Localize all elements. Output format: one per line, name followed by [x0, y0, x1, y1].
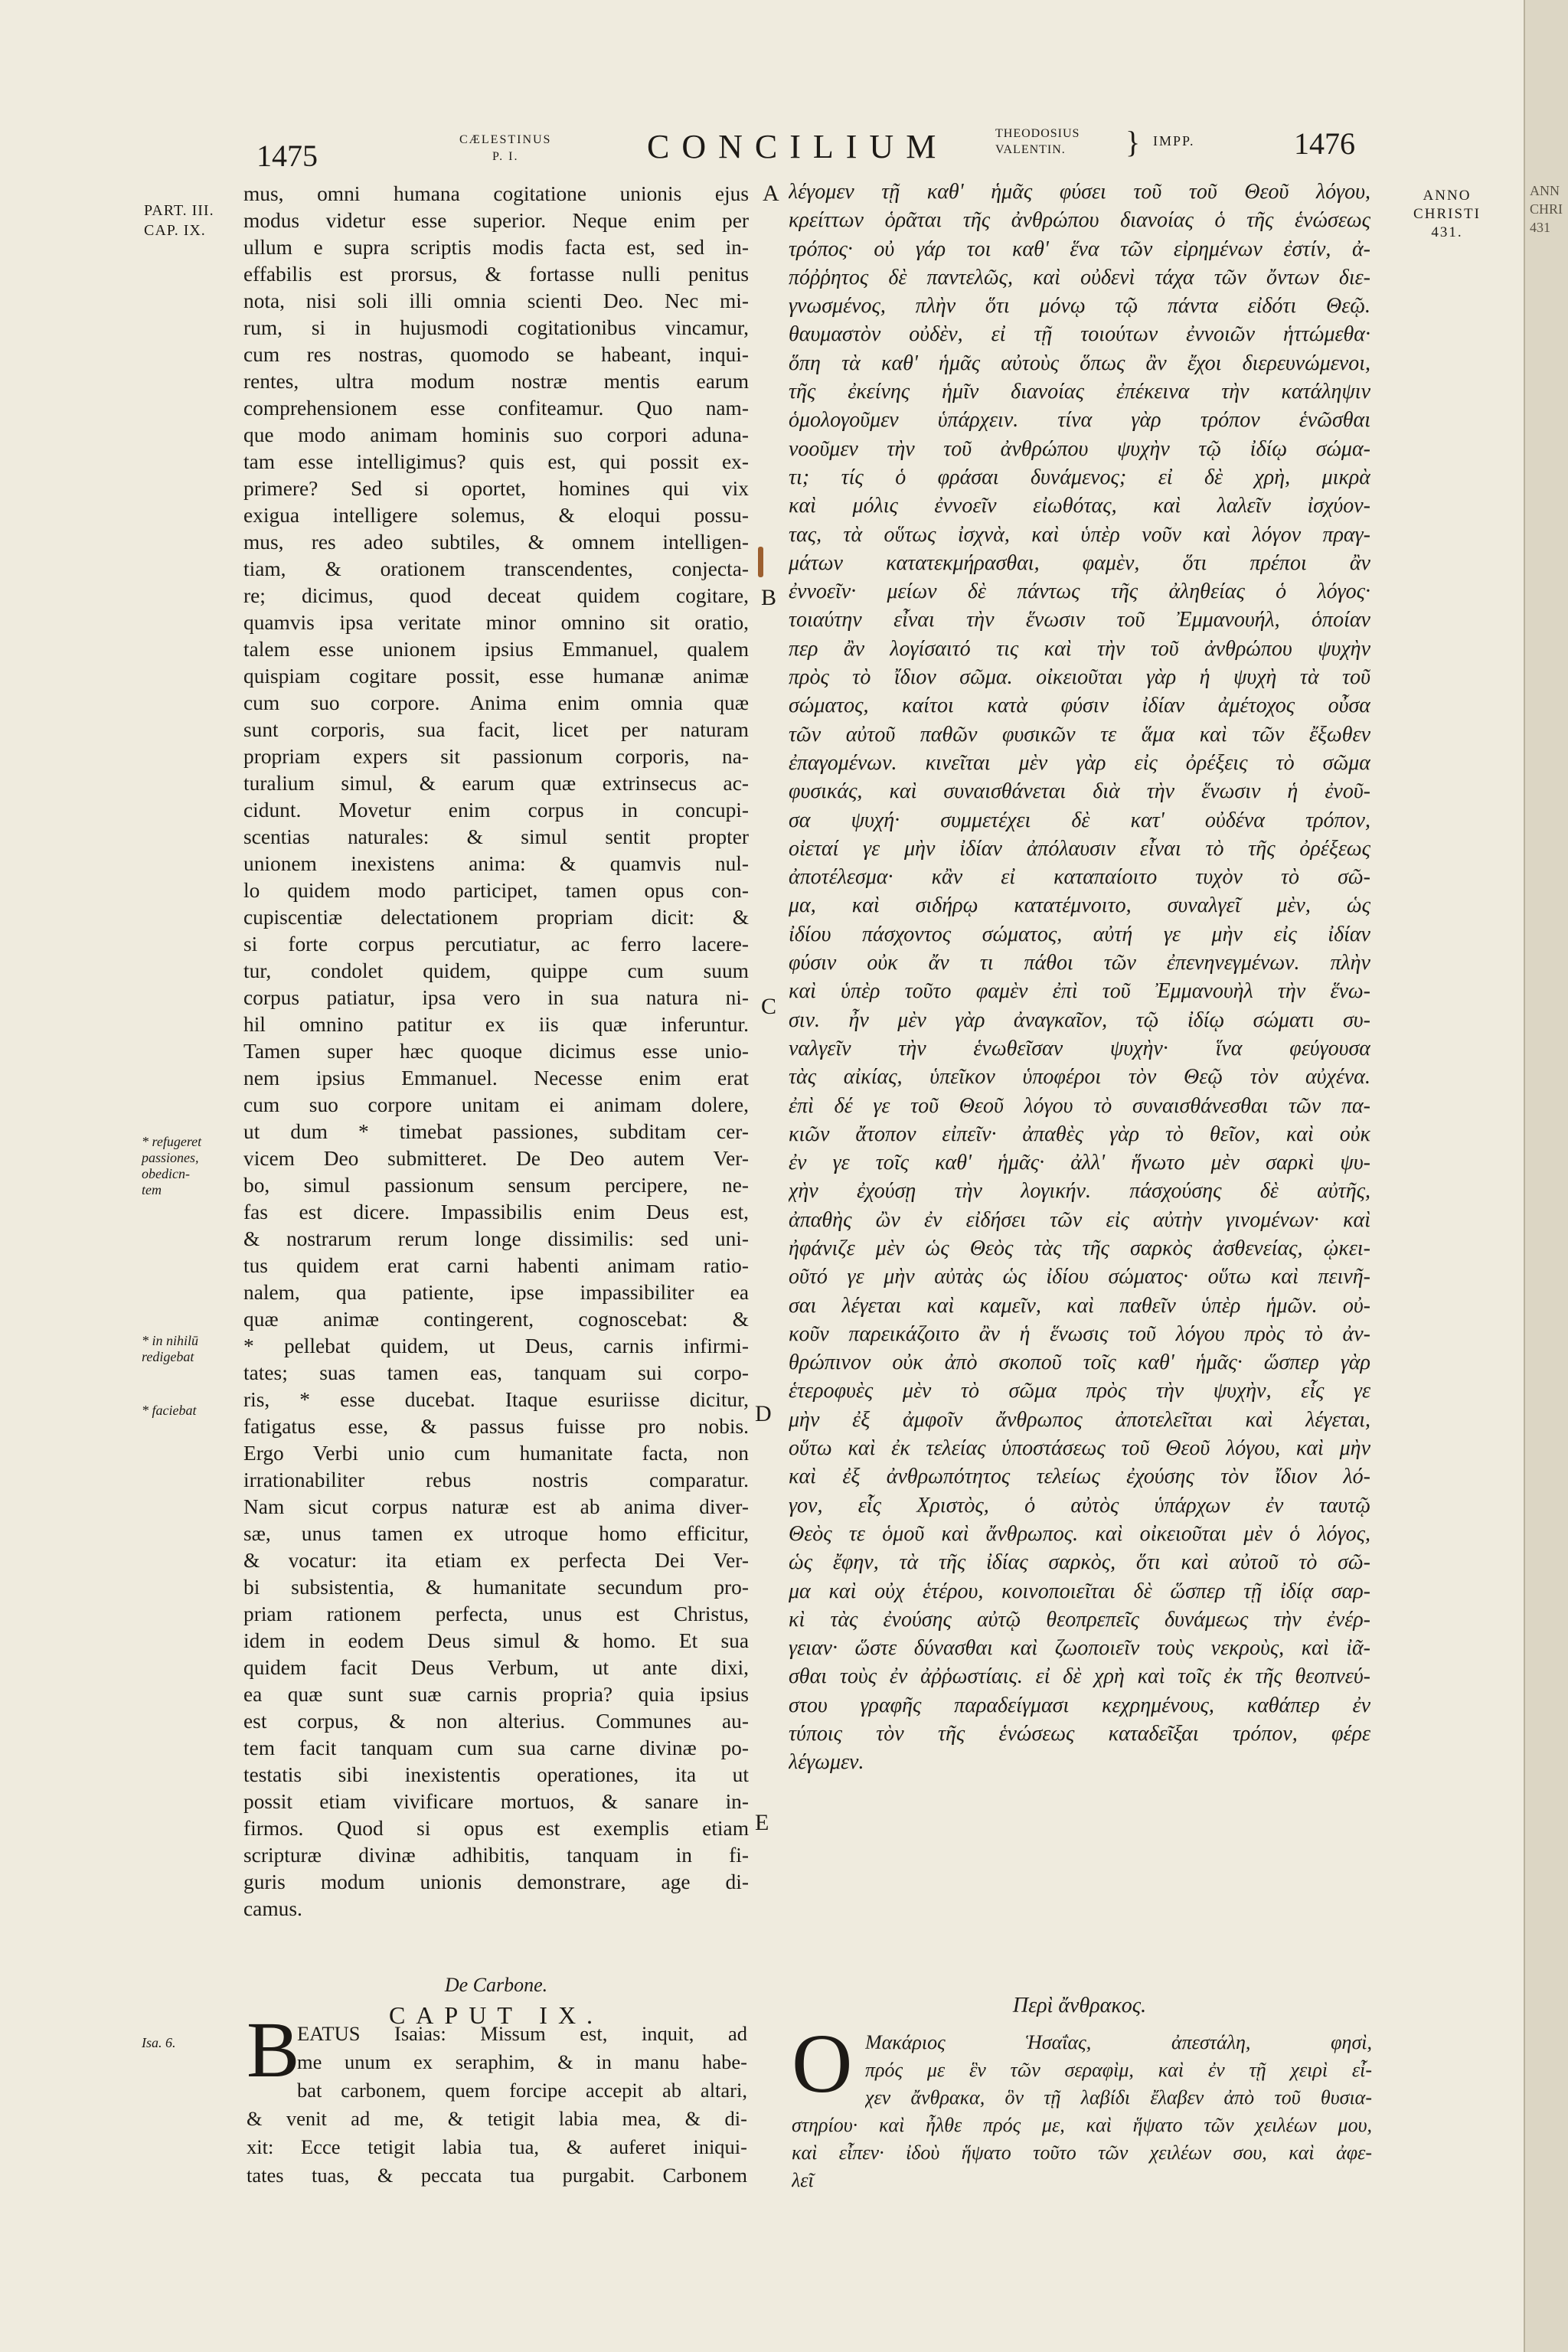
text-line: οὕτω καὶ ἐκ τελείας ὑποστάσεως τοῦ Θεοῦ λόγου, καὶ μὴν: [789, 1436, 1370, 1461]
text-line: idem in eodem Deus simul & homo. Et sua: [243, 1629, 749, 1652]
text-line: τύποις τὸν τῆς ἑνώσεως καταδεῖξαι τρόπον, φέρε: [789, 1722, 1370, 1746]
text-line: mus, res adeo subtiles, & omnem intelligen-: [243, 531, 749, 554]
text-line: καὶ ἐξ ἀνθρωπότητος τελείως ἐχούσης τὸν ἴδιον λό-: [789, 1465, 1370, 1489]
greek-text-column: [789, 178, 1370, 1777]
margin-note-line: passiones,: [142, 1150, 199, 1165]
latin-chapter-text: [247, 2020, 747, 2190]
text-line: γνωσμένος, πλὴν ὅτι μόνῳ τῷ πάντα εἰδότι Θεῷ.: [789, 294, 1370, 318]
text-line: μὴν ἐξ ἀμφοῖν ἄνθρωπος ἀποτελεῖται καὶ λέγεται,: [789, 1407, 1370, 1432]
text-line: κὶ τὰς ἐνούσης αὐτῷ θεοπρεπεῖς δυνάμεως τὴν ἐνέρ-: [789, 1607, 1370, 1632]
text-line: firmos. Quod si opus est exemplis etiam: [243, 1817, 749, 1840]
text-line: effabilis est prorsus, & fortasse nulli penitus: [243, 263, 749, 286]
text-line: tam esse intelligimus? quis est, qui possit ex-: [243, 450, 749, 473]
text-line: bi subsistentia, & humanitate secundum pro-: [243, 1576, 749, 1599]
section-letter: C: [761, 994, 777, 1019]
text-line: λέγωμεν.: [789, 1750, 864, 1775]
text-line: ἐννοεῖν· μείων δὲ πάντως τῆς ἀληθείας ὁ λόγος·: [789, 580, 1370, 604]
text-line: κρείττων ὁρᾶται τῆς ἀνθρώπου διανοίας ὁ τῆς ἑνώσεως: [789, 208, 1370, 233]
margin-note-line: * refugeret: [142, 1134, 202, 1149]
text-line: * pellebat quidem, ut Deus, carnis infirmi-: [243, 1334, 749, 1357]
text-line: si forte corpus percutiatur, ac ferro lacere-: [243, 933, 749, 956]
text-line: irrationabiliter rebus nostris comparatur.: [243, 1468, 749, 1491]
text-line: possit etiam vivificare mortuos, & sanare in-: [243, 1790, 749, 1813]
brace-glyph: }: [1125, 125, 1141, 159]
text-line: tem facit tanquam cum sua carne divinæ po-: [243, 1736, 749, 1759]
text-line: φύσιν οὐκ ἄν τι πάθοι τῶν ἐπενηνεγμένων. πλὴν: [789, 951, 1370, 975]
text-line: nota, nisi soli illi omnia scienti Deo. Nec mi-: [243, 289, 749, 312]
text-line: μα, καὶ σιδήρῳ κατατέμνοιτο, συναλγεῖ μὲν, ὡς: [789, 893, 1370, 918]
running-head-right: [995, 126, 1080, 158]
text-line: φυσικάς, καὶ συναισθάνεται διὰ τὴν ἕνωσιν ἡ ἐνοῦ-: [789, 779, 1370, 804]
text-line: πρὸς τὸ ἴδιον σῶμα. οἰκειοῦται γὰρ ἡ ψυχὴ τὰ τοῦ: [789, 665, 1370, 690]
text-line: κιῶν ἄτοπον εἰπεῖν· ἀπαθὲς γὰρ τὸ θεῖον, καὶ οὐκ: [789, 1122, 1370, 1146]
text-line: στου γραφῆς παραδείγμασι κεχρημένους, καθάπερ ἐν: [789, 1693, 1370, 1717]
text-line: λέγομεν τῇ καθ' ἡμᾶς φύσει τοῦ τοῦ Θεοῦ λόγου,: [789, 180, 1370, 204]
text-line: sæ, unus tamen ex utroque homo efficitur,: [243, 1522, 749, 1545]
text-line: tus quidem erat carni habenti animam ratio-: [243, 1254, 749, 1277]
text-line: τρόπος· οὐ γάρ τοι καθ' ἕνα τῶν εἰρημένων ἐστίν, ἀ-: [789, 237, 1370, 261]
text-line: cum suo corpore. Anima enim omnia quæ: [243, 691, 749, 714]
text-line: σώματος, καίτοι κατὰ φύσιν ἰδίαν ἀμέτοχος οὖσα: [789, 694, 1370, 718]
text-line: τι; τίς ὁ φράσαι δυνάμενος; εἰ δὲ χρὴ, μικρὰ: [789, 465, 1370, 489]
text-line: λεῖ: [792, 2169, 814, 2191]
text-line: cum suo corpore unitam ei animam dolere,: [243, 1093, 749, 1116]
text-line: σθαι τοὺς ἐν ἀῤῥωστίαις. εἰ δὲ χρὴ καὶ τοῖς ἐκ τῆς θεοπνεύ-: [789, 1664, 1370, 1689]
text-line: ullum e supra scriptis modis facta est, sed in-: [243, 236, 749, 259]
text-line: ὡς ἔφην, τὰ τῆς ἰδίας σαρκὸς, ὅτι καὶ αὐτοῦ τὸ σῶ-: [789, 1550, 1370, 1575]
text-line: nem ipsius Emmanuel. Necesse enim erat: [243, 1067, 749, 1089]
running-head-left: [459, 132, 551, 165]
text-line: ὁμολογοῦμεν ὑπάρχειν. τίνα γὰρ τρόπον ἑνῶσθαι: [789, 408, 1370, 433]
text-line: καὶ μόλις ἐννοεῖν εἰωθότας, καὶ λαλεῖν ἰσχύον-: [789, 494, 1370, 518]
margin-cap: CAP. IX.: [144, 222, 206, 239]
text-line: τὰς αἰκίας, ὑπεῖκον ὑποφέροι τὸν Θεῷ τὸν αὐχένα.: [789, 1065, 1370, 1089]
text-line: exigua intelligere solemus, & eloqui possu-: [243, 504, 749, 527]
text-line: primere? Sed si oportet, homines qui vix: [243, 477, 749, 500]
margin-part: PART. III.: [144, 202, 214, 219]
text-line: πόῤῥητος δὲ παντελῶς, καὶ οὐδενὶ τάχα τῶν ὄντων διε-: [789, 265, 1370, 289]
text-line: & nostrarum rerum longe dissimilis: sed uni-: [243, 1227, 749, 1250]
running-header: [0, 115, 1524, 173]
section-letter: D: [755, 1401, 772, 1426]
margin-reference: Isa. 6.: [142, 2035, 176, 2050]
margin-note-line: * in nihilū: [142, 1333, 199, 1348]
text-line: γον, εἷς Χριστὸς, ὁ αὐτὸς ὑπάρχων ἐν ταυτῷ: [789, 1493, 1370, 1517]
running-head-left-line: CÆLESTINUS: [459, 133, 552, 146]
text-line: & venit ad me, & tetigit labia mea, & di-: [247, 2107, 747, 2130]
text-line: ἑτεροφυὲς μὲν τὸ σῶμα πρὸς τὴν ψυχὴν, εἷς γε: [789, 1379, 1370, 1403]
text-line: νοοῦμεν τὴν τοῦ ἀνθρώπου ψυχὴν τῷ ἰδίῳ σώμα-: [789, 436, 1370, 461]
latin-section-subtitle: De Carbone.: [444, 1974, 548, 1996]
text-line: tur, condolet quidem, quippe cum suum: [243, 959, 749, 982]
next-page-fragment: CHRI: [1530, 201, 1563, 217]
page-number-left: 1475: [256, 139, 318, 173]
text-line: cum res nostras, quomodo se habeant, inqui-: [243, 343, 749, 366]
text-line: Θεὸς τε ὁμοῦ καὶ ἄνθρωπος. καὶ οἰκειοῦται μὲν ὁ λόγος,: [789, 1521, 1370, 1546]
text-line: Ergo Verbi unio cum humanitate facta, non: [243, 1442, 749, 1465]
text-line: Tamen super hæc quoque dicimus esse unio-: [243, 1040, 749, 1063]
text-line: ἰδίου πάσχοντος σώματος, αὐτή γε μὴν εἰς ἰδίαν: [789, 922, 1370, 946]
text-line: quispiam cogitare possit, esse humanæ animæ: [243, 665, 749, 688]
text-line: quæ animæ contingerent, cognoscebat: &: [243, 1308, 749, 1331]
text-line: scripturæ divinæ adhibitis, tanquam in fi-: [243, 1844, 749, 1867]
text-line: bo, simul passionum sensum percipere, ne-: [243, 1174, 749, 1197]
text-line: unionem inexistens anima: & quamvis nul-: [243, 852, 749, 875]
anno-christi-margin: [1386, 187, 1508, 242]
margin-note: [142, 1134, 237, 1198]
text-line: ea quæ sunt suæ carnis propria? quia ipsius: [243, 1683, 749, 1706]
text-line: rum, si in hujusmodi cogitationibus vincamur,: [243, 316, 749, 339]
text-line: ris, * esse ducebat. Itaque esuriisse dicitur,: [243, 1388, 749, 1411]
text-line: γειαν· ὥστε δύνασθαι καὶ ζωοποιεῖν τοὺς νεκροὺς, καὶ ἰᾶ-: [789, 1636, 1370, 1661]
text-line: ἐπαγομένων. κινεῖται μὲν γὰρ εἰς ὀρέξεις τὸ σῶμα: [789, 750, 1370, 775]
text-line: tiam, & orationem transcendentes, conjecta-: [243, 557, 749, 580]
section-letter: E: [755, 1810, 769, 1835]
text-line: ἀποτέλεσμα· κἂν εἰ καταπαίοιτο τυχὸν τὸ σῶ-: [789, 865, 1370, 890]
text-line: ἐπὶ δέ γε τοῦ Θεοῦ λόγου τὸ συναισθάνεσθαι τῶν πα-: [789, 1093, 1370, 1118]
text-line: cidunt. Movetur enim corpus in concupi-: [243, 799, 749, 822]
text-line: οῦτό γε μὴν αὐτὰς ὡς ἰδίου σώματος· οὕτω καὶ πεινῆ-: [789, 1265, 1370, 1289]
section-letter: A: [763, 181, 779, 206]
text-line: τας, τὰ οὕτως ἰσχνὰ, καὶ ὑπὲρ νοῦν καὶ λόγον πραγ-: [789, 522, 1370, 547]
next-page-fragment: ANN: [1530, 183, 1560, 198]
text-line: χὴν ἐχούσῃ τὴν λογικήν. πάσχούσης δὲ αὐτῆς,: [789, 1179, 1370, 1204]
text-line: guris modum unionis demonstrare, age di-: [243, 1870, 749, 1893]
text-line: τῆς ἐκείνης ἡμῖν διανοίας ἐπέκεινα τὴν κατάληψιν: [789, 380, 1370, 404]
text-line: Μακάριος Ἡσαΐας, ἀπεστάλη, φησὶ,: [865, 2031, 1372, 2053]
text-line: comprehensionem esse confiteamur. Quo nam-: [243, 397, 749, 420]
text-line: nalem, qua patiente, ipse impassibiliter ea: [243, 1281, 749, 1304]
text-line: ἐν γε τοῖς καθ' ἡμᾶς· ἀλλ' ἥνωτο μὲν σαρκὶ ψυ-: [789, 1151, 1370, 1175]
text-line: bat carbonem, quem forcipe accepit ab altari,: [297, 2079, 747, 2102]
anno-line: 431.: [1431, 224, 1463, 240]
text-line: fas est dicere. Impassibilis enim Deus est,: [243, 1200, 749, 1223]
drop-cap-greek: O: [792, 2017, 853, 2110]
text-line: me unum ex seraphim, & in manu habe-: [297, 2050, 747, 2073]
text-line: corpus patiatur, ipsa vero in sua natura ni-: [243, 986, 749, 1009]
text-line: & vocatur: ita etiam ex perfecta Dei Ver-: [243, 1549, 749, 1572]
text-line: quamvis ipsa veritate minor omnino sit oratio,: [243, 611, 749, 634]
text-line: re; dicimus, quod deceat quidem cogitare,: [243, 584, 749, 607]
text-line: sunt corporis, sua facit, licet per naturam: [243, 718, 749, 741]
caput-heading: CAPUT IX.: [388, 2001, 604, 2029]
text-line: testatis sibi inexistentis operationes, ita ut: [243, 1763, 749, 1786]
text-line: χεν ἄνθρακα, ὃν τῇ λαβίδι ἔλαβεν ἀπὸ τοῦ θυσια-: [865, 2086, 1372, 2109]
running-head-right-line: VALENTIN.: [995, 143, 1066, 156]
text-line: tates; suas tamen eas, tanquam sui corpo-: [243, 1361, 749, 1384]
text-line: lo quidem modo participet, tamen opus con-: [243, 879, 749, 902]
text-line: tates tuas, & peccata tua purgabit. Carbonem: [247, 2164, 747, 2187]
text-line: σιν. ἦν μὲν γὰρ ἀναγκαῖον, τῷ ἰδίῳ σώματι συ-: [789, 1008, 1370, 1032]
anno-line: ANNO: [1423, 188, 1472, 204]
text-line: πρός με ἓν τῶν σεραφὶμ, καὶ ἐν τῇ χειρὶ εἶ-: [865, 2059, 1372, 2081]
latin-text-column: [243, 181, 749, 1922]
text-line: θρώπινον οὐκ ἀπὸ σκοποῦ τοῖς καθ' ἡμᾶς· ὥσπερ γὰρ: [789, 1351, 1370, 1375]
margin-note: [142, 1333, 237, 1365]
text-line: μάτων κατατεκμήρασθαι, φαμὲν, ὅτι πρέποι ἂν: [789, 550, 1370, 575]
text-line: τῶν αὐτοῦ παθῶν φυσικῶν τε ἅμα καὶ τῶν ἔξωθεν: [789, 722, 1370, 746]
greek-section-heading: Περὶ ἄνθρακος.: [1012, 1994, 1147, 2017]
text-line: Nam sicut corpus naturæ est ab anima diver-: [243, 1495, 749, 1518]
text-line: fatigatus esse, & passus fuisse pro nobis.: [243, 1415, 749, 1438]
text-line: ἠφάνιζε μὲν ὡς Θεὸς τὰς τῆς σαρκὸς ἀσθενείας, ᾠκει-: [789, 1236, 1370, 1260]
text-line: κοῦν παρεικάζοιτο ἂν ἡ ἕνωσις τοῦ λόγου πρὸς τὸ ἀν-: [789, 1321, 1370, 1346]
margin-note-line: obedicn-: [142, 1166, 190, 1181]
section-letter: B: [761, 585, 777, 610]
text-line: est corpus, & non alterius. Communes au-: [243, 1710, 749, 1733]
text-line: quidem facit Deus Verbum, ut ante dixi,: [243, 1656, 749, 1679]
text-line: σα ψυχή· συμμετέχει δὲ κατ' οὐδένα τρόπον,: [789, 808, 1370, 832]
text-line: talem esse unionem ipsius Emmanuel, qualem: [243, 638, 749, 661]
greek-chapter-text: [792, 2029, 1372, 2194]
text-line: camus.: [243, 1897, 302, 1920]
text-line: scentias naturales: & simul sentit propter: [243, 825, 749, 848]
margin-note-line: redigebat: [142, 1349, 194, 1364]
text-line: τοιαύτην εἶναι τὴν ἕνωσιν τοῦ Ἐμμανουήλ, ὁποίαν: [789, 608, 1370, 632]
running-head-impp: IMPP.: [1153, 133, 1195, 149]
drop-cap-latin: B: [247, 2006, 300, 2094]
running-head-left-line: P. I.: [492, 150, 519, 163]
text-line: turalium simul, & earum quæ extrinsecus ac-: [243, 772, 749, 795]
text-line: ἀπαθὴς ὢν ἐν εἰδήσει τῶν εἰς αὐτὴν γινομένων· καὶ: [789, 1207, 1370, 1232]
text-line: καὶ εἶπεν· ἰδοὺ ἥψατο τοῦτο τῶν χειλέων σου, καὶ ἀφε-: [792, 2141, 1372, 2164]
running-head-right-line: THEODOSIUS: [995, 127, 1080, 140]
text-line: rentes, ultra modum nostræ mentis earum: [243, 370, 749, 393]
text-line: priam rationem perfecta, unus est Christus,: [243, 1602, 749, 1625]
margin-note-line: tem: [142, 1182, 162, 1197]
text-line: μα καὶ οὐχ ἑτέρου, κοινοποιεῖται δὲ ὥσπερ τῇ ἰδίᾳ σαρ-: [789, 1579, 1370, 1603]
pencil-mark: [758, 547, 763, 577]
text-line: hil omnino patitur ex iis quæ inferuntur.: [243, 1013, 749, 1036]
text-line: καὶ ὑπὲρ τοῦτο φαμὲν ἐπὶ τοῦ Ἐμμανουὴλ τὴν ἕνω-: [789, 979, 1370, 1004]
text-line: θαυμαστὸν οὐδὲν, εἰ τῇ τοιούτων ἐννοιῶν ἡττώμεθα·: [789, 322, 1370, 347]
text-line: cupiscentiæ delectationem propriam dicit: &: [243, 906, 749, 929]
next-page-edge: [1524, 0, 1568, 2352]
text-line: mus, omni humana cogitatione unionis ejus: [243, 182, 749, 205]
text-line: xit: Ecce tetigit labia tua, & auferet iniqui-: [247, 2135, 747, 2158]
text-line: περ ἂν λογίσαιτό τις καὶ τὴν τοῦ ἀνθρώπου ψυχὴν: [789, 636, 1370, 661]
text-line: modus videtur esse superior. Neque enim per: [243, 209, 749, 232]
page-number-right: 1476: [1294, 126, 1355, 161]
anno-line: CHRISTI: [1413, 206, 1481, 222]
next-page-fragment: 431: [1530, 220, 1550, 235]
text-line: vicem Deo submitteret. De Deo autem Ver-: [243, 1147, 749, 1170]
text-line: οἰεταί γε μὴν ἰδίαν ἀπόλαυσιν εἶναι τὸ τῆς ὀρέξεως: [789, 836, 1370, 861]
margin-note: * faciebat: [142, 1403, 197, 1418]
text-line: ναλγεῖν τὴν ἑνωθεῖσαν ψυχὴν· ἵνα φεύγουσα: [789, 1036, 1370, 1060]
text-line: σαι λέγεται καὶ καμεῖν, καὶ παθεῖν ὑπὲρ ἡμῶν. οὐ-: [789, 1293, 1370, 1318]
text-line: ὅπη τὰ καθ' ἡμᾶς αὐτοὺς ὅπως ἂν ἔχοι διερευνώμενοι,: [789, 351, 1370, 375]
text-line: ut dum * timebat passiones, subditam cer-: [243, 1120, 749, 1143]
text-line: EATUS Isaias: Missum est, inquit, ad: [297, 2022, 747, 2045]
text-line: propriam expers sit passionum corporis, na-: [243, 745, 749, 768]
text-line: que modo animam hominis suo corpori aduna-: [243, 423, 749, 446]
text-line: στηρίου· καὶ ἦλθε πρός με, καὶ ἥψατο τῶν χειλέων μου,: [792, 2114, 1372, 2136]
page-title: CONCILIUM: [647, 128, 949, 165]
